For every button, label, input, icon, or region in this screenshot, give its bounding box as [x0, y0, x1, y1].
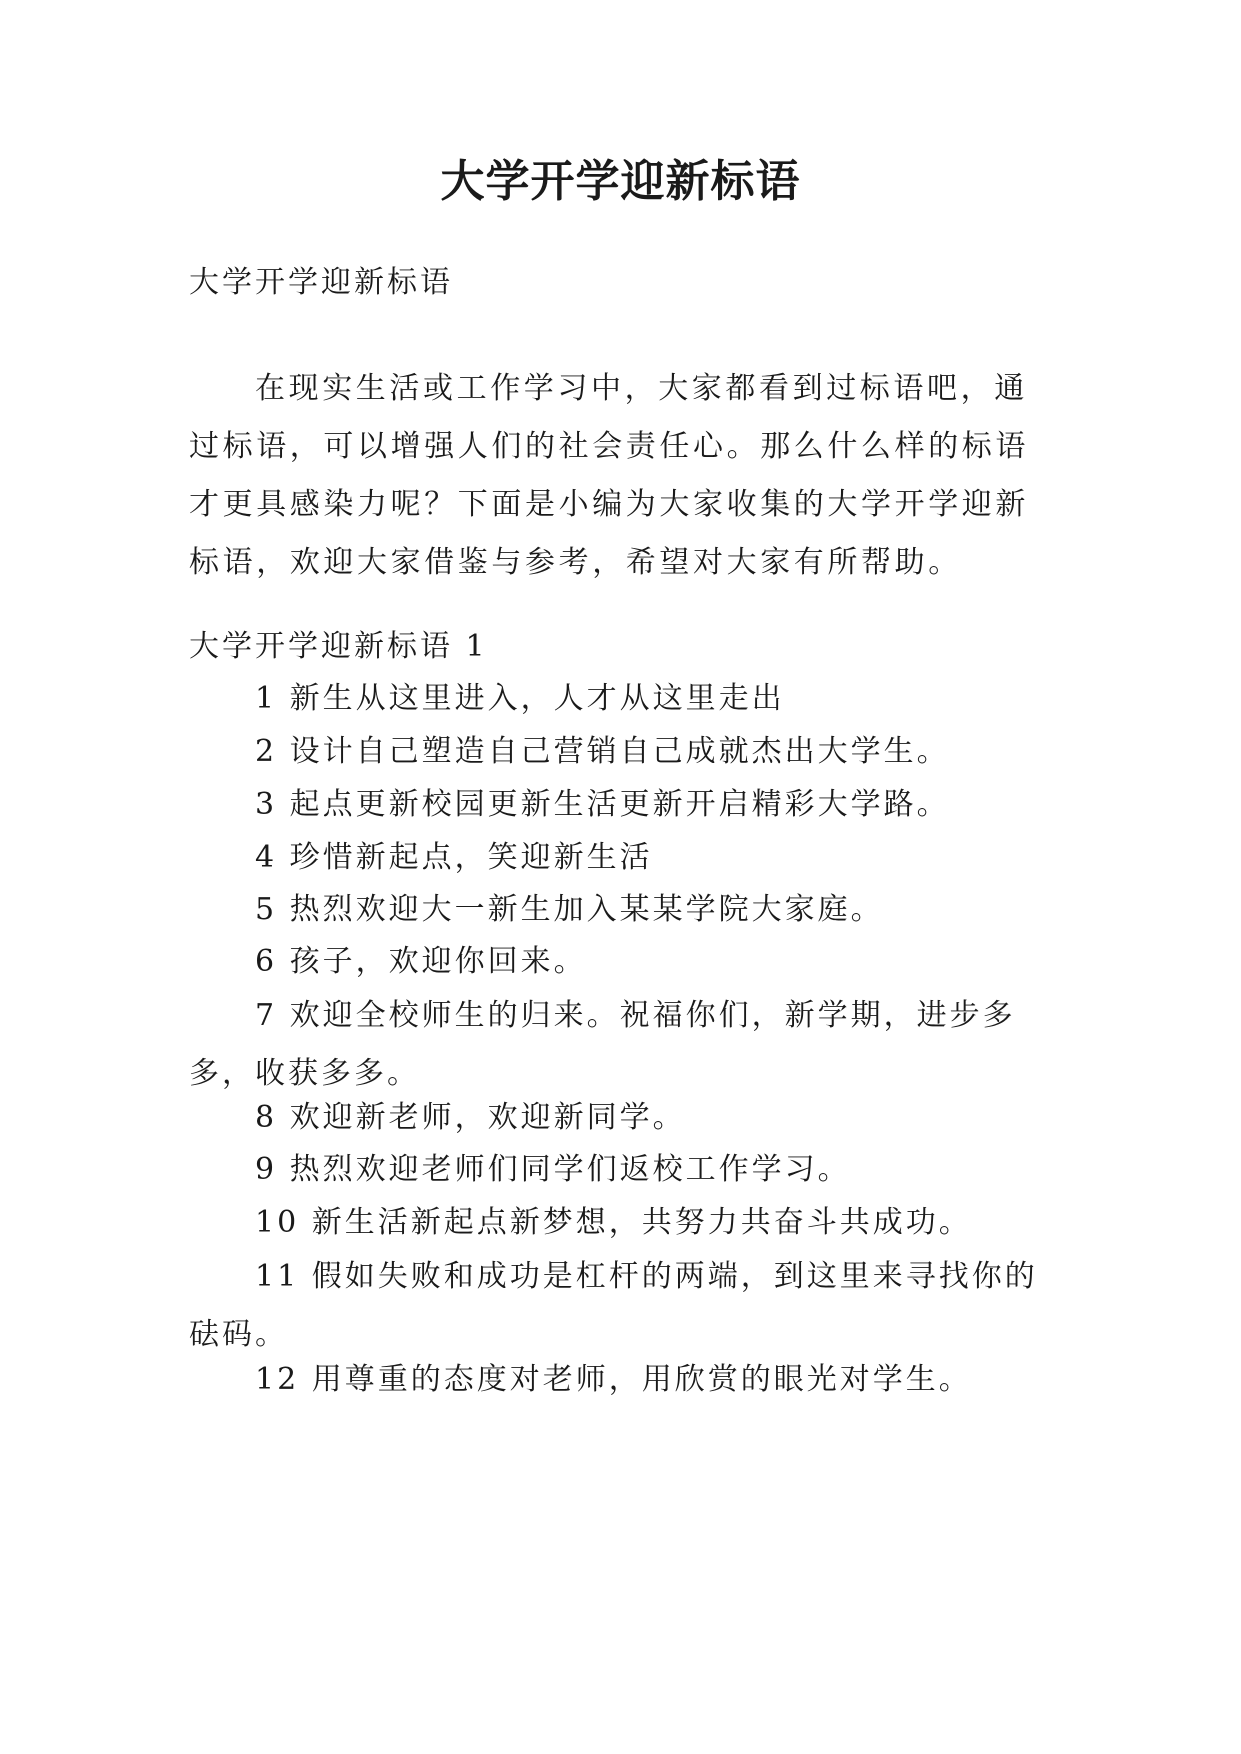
slogan-item: 11 假如失败和成功是杠杆的两端，到这里来寻找你的砝码。 [189, 1259, 1038, 1352]
intro-paragraph: 在现实生活或工作学习中，大家都看到过标语吧，通过标语，可以增强人们的社会责任心。那么什么样的标语才更具感染力呢？下面是小编为大家收集的大学开学迎新标语，欢迎大家借鉴与参考，希望对大家有所帮助。 [189, 371, 1029, 580]
slogan-item: 7 欢迎全校师生的归来。祝福你们，新学期，进步多多，收获多多。 [189, 998, 1016, 1091]
slogan-item: 9 热烈欢迎老师们同学们返校工作学习。 [255, 1152, 851, 1187]
section-heading: 大学开学迎新标语 1 [189, 629, 488, 664]
slogan-item: 6 孩子，欢迎你回来。 [255, 944, 587, 979]
slogan-item: 2 设计自己塑造自己营销自己成就杰出大学生。 [255, 734, 950, 769]
slogan-item: 1 新生从这里进入，人才从这里走出 [255, 681, 785, 716]
slogan-item: 5 热烈欢迎大一新生加入某某学院大家庭。 [255, 892, 884, 927]
slogan-item: 8 欢迎新老师，欢迎新同学。 [255, 1100, 686, 1135]
slogan-item: 12 用尊重的态度对老师，用欣赏的眼光对学生。 [255, 1362, 972, 1397]
slogan-item: 3 起点更新校园更新生活更新开启精彩大学路。 [255, 787, 950, 822]
slogan-item: 10 新生活新起点新梦想，共努力共奋斗共成功。 [255, 1205, 972, 1240]
document-subtitle: 大学开学迎新标语 [189, 265, 453, 300]
document-title: 大学开学迎新标语 [440, 156, 801, 207]
slogan-item: 4 珍惜新起点，笑迎新生活 [255, 840, 653, 875]
